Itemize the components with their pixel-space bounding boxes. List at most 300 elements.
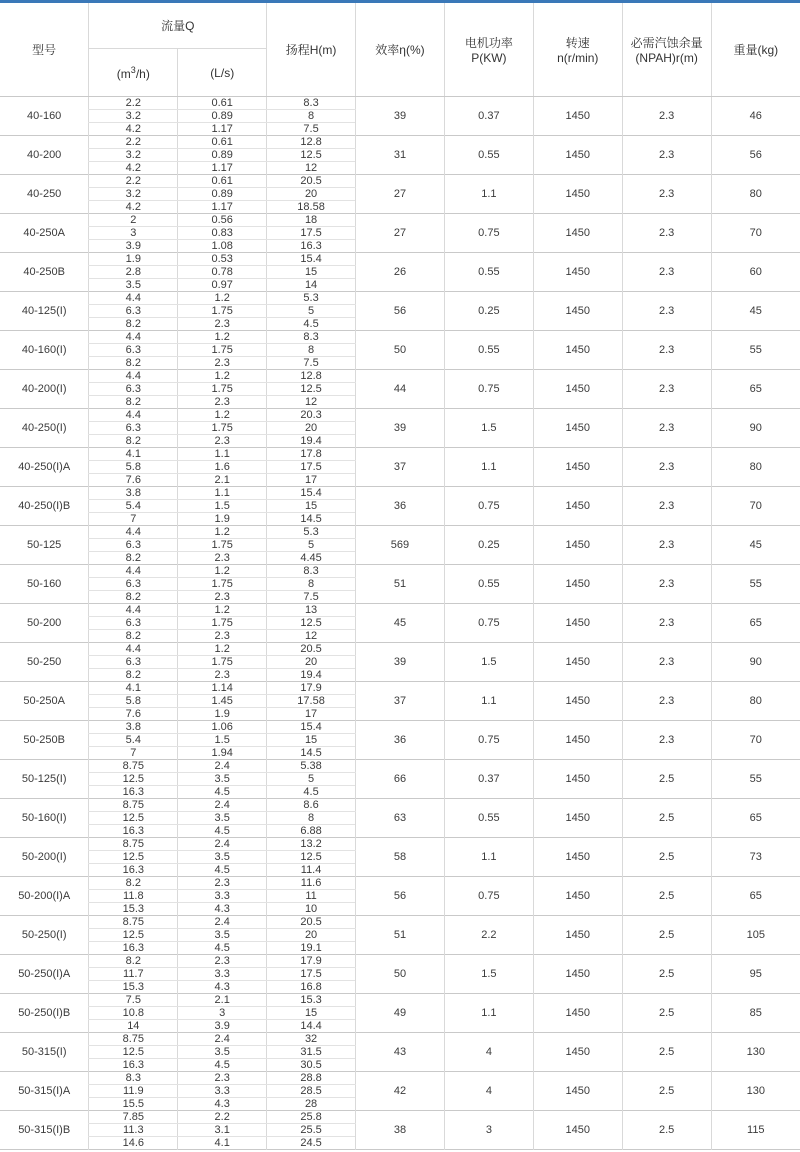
power-cell: 0.25	[444, 292, 533, 331]
speed-cell: 1450	[533, 565, 622, 604]
power-cell: 1.1	[444, 175, 533, 214]
npsh-cell: 2.3	[622, 604, 711, 643]
weight-cell: 73	[711, 838, 800, 877]
flow-m3h-cell: 8.2	[89, 669, 178, 682]
head-cell: 15.4	[267, 253, 356, 266]
table-row	[0, 370, 800, 383]
flow-ls-cell: 1.2	[178, 643, 267, 656]
flow-m3h-cell: 1.9	[89, 253, 178, 266]
flow-ls-cell: 4.5	[178, 864, 267, 877]
speed-cell: 1450	[533, 292, 622, 331]
model-cell: 40-250	[0, 175, 89, 214]
head-cell: 28.5	[267, 1085, 356, 1098]
flow-m3h-cell: 7.85	[89, 1111, 178, 1124]
flow-ls-cell: 1.6	[178, 461, 267, 474]
flow-m3h-cell: 10.8	[89, 1007, 178, 1020]
flow-ls-cell: 0.61	[178, 175, 267, 188]
flow-ls-cell: 0.83	[178, 227, 267, 240]
head-cell: 17.9	[267, 955, 356, 968]
head-cell: 5	[267, 773, 356, 786]
model-cell: 50-125	[0, 526, 89, 565]
head-cell: 25.5	[267, 1124, 356, 1137]
flow-ls-cell: 1.2	[178, 370, 267, 383]
efficiency-cell: 58	[356, 838, 445, 877]
header-flow-unit-ls: (L/s)	[178, 49, 267, 97]
weight-cell: 90	[711, 409, 800, 448]
flow-ls-cell: 1.75	[178, 656, 267, 669]
flow-m3h-cell: 12.5	[89, 1046, 178, 1059]
speed-cell: 1450	[533, 838, 622, 877]
head-cell: 12	[267, 162, 356, 175]
head-cell: 30.5	[267, 1059, 356, 1072]
head-cell: 8	[267, 344, 356, 357]
model-cell: 40-250(I)	[0, 409, 89, 448]
flow-ls-cell: 4.5	[178, 786, 267, 799]
flow-m3h-cell: 6.3	[89, 383, 178, 396]
flow-m3h-cell: 4.4	[89, 331, 178, 344]
table-row	[0, 721, 800, 734]
weight-cell: 90	[711, 643, 800, 682]
flow-ls-cell: 1.9	[178, 513, 267, 526]
head-cell: 14	[267, 279, 356, 292]
head-cell: 15.3	[267, 994, 356, 1007]
flow-ls-cell: 1.2	[178, 292, 267, 305]
weight-cell: 85	[711, 994, 800, 1033]
model-cell: 40-250(I)A	[0, 448, 89, 487]
head-cell: 18.58	[267, 201, 356, 214]
power-cell: 1.5	[444, 955, 533, 994]
flow-ls-cell: 2.2	[178, 1111, 267, 1124]
flow-ls-cell: 3	[178, 1007, 267, 1020]
model-cell: 40-200	[0, 136, 89, 175]
head-cell: 25.8	[267, 1111, 356, 1124]
head-cell: 19.1	[267, 942, 356, 955]
weight-cell: 45	[711, 292, 800, 331]
power-cell: 0.75	[444, 877, 533, 916]
flow-m3h-cell: 8.75	[89, 838, 178, 851]
flow-m3h-cell: 6.3	[89, 656, 178, 669]
model-cell: 50-250(I)A	[0, 955, 89, 994]
flow-unit-m3h-pre: (m	[116, 66, 131, 81]
flow-ls-cell: 1.17	[178, 162, 267, 175]
flow-m3h-cell: 8.75	[89, 760, 178, 773]
model-cell: 50-250(I)B	[0, 994, 89, 1033]
table-row	[0, 799, 800, 812]
flow-ls-cell: 1.75	[178, 617, 267, 630]
head-cell: 20.3	[267, 409, 356, 422]
head-cell: 5.3	[267, 292, 356, 305]
flow-m3h-cell: 2.2	[89, 175, 178, 188]
head-cell: 8.3	[267, 331, 356, 344]
npsh-cell: 2.3	[622, 526, 711, 565]
table-row	[0, 838, 800, 851]
header-npsh-line1: 必需汽蚀余量	[630, 36, 703, 50]
head-cell: 15	[267, 266, 356, 279]
efficiency-cell: 50	[356, 331, 445, 370]
head-cell: 17.5	[267, 968, 356, 981]
efficiency-cell: 31	[356, 136, 445, 175]
model-cell: 50-200(I)	[0, 838, 89, 877]
flow-m3h-cell: 3.2	[89, 188, 178, 201]
flow-ls-cell: 3.5	[178, 773, 267, 786]
speed-cell: 1450	[533, 253, 622, 292]
flow-ls-cell: 4.3	[178, 981, 267, 994]
header-speed-line1: 转速	[565, 36, 590, 50]
flow-m3h-cell: 15.5	[89, 1098, 178, 1111]
head-cell: 18	[267, 214, 356, 227]
head-cell: 19.4	[267, 669, 356, 682]
head-cell: 31.5	[267, 1046, 356, 1059]
efficiency-cell: 38	[356, 1111, 445, 1150]
flow-m3h-cell: 11.8	[89, 890, 178, 903]
flow-m3h-cell: 4.4	[89, 643, 178, 656]
power-cell: 0.75	[444, 604, 533, 643]
npsh-cell: 2.3	[622, 409, 711, 448]
flow-ls-cell: 0.78	[178, 266, 267, 279]
efficiency-cell: 56	[356, 292, 445, 331]
table-row	[0, 916, 800, 929]
head-cell: 7.5	[267, 123, 356, 136]
head-cell: 15	[267, 500, 356, 513]
npsh-cell: 2.5	[622, 916, 711, 955]
header-head: 扬程H(m)	[267, 3, 356, 97]
table-row	[0, 175, 800, 188]
head-cell: 28.8	[267, 1072, 356, 1085]
head-cell: 4.5	[267, 318, 356, 331]
flow-m3h-cell: 4.1	[89, 682, 178, 695]
flow-ls-cell: 2.3	[178, 669, 267, 682]
npsh-cell: 2.3	[622, 448, 711, 487]
npsh-cell: 2.5	[622, 1111, 711, 1150]
flow-ls-cell: 0.89	[178, 110, 267, 123]
model-cell: 50-125(I)	[0, 760, 89, 799]
flow-ls-cell: 2.3	[178, 357, 267, 370]
head-cell: 12.8	[267, 370, 356, 383]
head-cell: 20.5	[267, 643, 356, 656]
flow-ls-cell: 2.3	[178, 435, 267, 448]
flow-m3h-cell: 8.75	[89, 1033, 178, 1046]
head-cell: 17.58	[267, 695, 356, 708]
flow-m3h-cell: 8.2	[89, 877, 178, 890]
head-cell: 12.5	[267, 617, 356, 630]
header-efficiency: 效率η(%)	[356, 3, 445, 97]
flow-ls-cell: 4.5	[178, 825, 267, 838]
header-npsh-line2: (NPAH)r(m)	[635, 51, 698, 65]
flow-m3h-cell: 6.3	[89, 578, 178, 591]
npsh-cell: 2.3	[622, 136, 711, 175]
power-cell: 1.1	[444, 838, 533, 877]
efficiency-cell: 43	[356, 1033, 445, 1072]
table-row	[0, 682, 800, 695]
head-cell: 8.3	[267, 565, 356, 578]
flow-ls-cell: 1.14	[178, 682, 267, 695]
header-power	[444, 3, 533, 97]
npsh-cell: 2.5	[622, 799, 711, 838]
power-cell: 0.75	[444, 214, 533, 253]
flow-m3h-cell: 5.8	[89, 461, 178, 474]
npsh-cell: 2.5	[622, 994, 711, 1033]
efficiency-cell: 49	[356, 994, 445, 1033]
power-cell: 1.1	[444, 682, 533, 721]
weight-cell: 130	[711, 1033, 800, 1072]
flow-ls-cell: 1.2	[178, 526, 267, 539]
efficiency-cell: 36	[356, 721, 445, 760]
head-cell: 17.5	[267, 461, 356, 474]
efficiency-cell: 569	[356, 526, 445, 565]
table-body	[0, 97, 800, 1150]
speed-cell: 1450	[533, 1072, 622, 1111]
npsh-cell: 2.5	[622, 877, 711, 916]
flow-m3h-cell: 4.2	[89, 123, 178, 136]
head-cell: 6.88	[267, 825, 356, 838]
head-cell: 20.5	[267, 175, 356, 188]
speed-cell: 1450	[533, 955, 622, 994]
model-cell: 50-160	[0, 565, 89, 604]
efficiency-cell: 26	[356, 253, 445, 292]
power-cell: 0.75	[444, 721, 533, 760]
flow-ls-cell: 2.4	[178, 1033, 267, 1046]
npsh-cell: 2.5	[622, 955, 711, 994]
flow-ls-cell: 4.5	[178, 942, 267, 955]
flow-m3h-cell: 8.2	[89, 396, 178, 409]
model-cell: 50-315(I)A	[0, 1072, 89, 1111]
head-cell: 12	[267, 396, 356, 409]
flow-m3h-cell: 8.2	[89, 552, 178, 565]
model-cell: 40-200(I)	[0, 370, 89, 409]
flow-ls-cell: 2.3	[178, 591, 267, 604]
flow-m3h-cell: 3	[89, 227, 178, 240]
weight-cell: 70	[711, 214, 800, 253]
flow-ls-cell: 2.4	[178, 838, 267, 851]
flow-ls-cell: 2.3	[178, 1072, 267, 1085]
flow-m3h-cell: 15.3	[89, 981, 178, 994]
head-cell: 12	[267, 630, 356, 643]
flow-m3h-cell: 3.2	[89, 149, 178, 162]
efficiency-cell: 39	[356, 409, 445, 448]
npsh-cell: 2.5	[622, 760, 711, 799]
efficiency-cell: 36	[356, 487, 445, 526]
header-speed	[533, 3, 622, 97]
flow-ls-cell: 3.9	[178, 1020, 267, 1033]
head-cell: 8	[267, 110, 356, 123]
speed-cell: 1450	[533, 604, 622, 643]
flow-m3h-cell: 2.2	[89, 136, 178, 149]
npsh-cell: 2.3	[622, 253, 711, 292]
flow-m3h-cell: 8.2	[89, 630, 178, 643]
speed-cell: 1450	[533, 682, 622, 721]
weight-cell: 80	[711, 448, 800, 487]
head-cell: 5	[267, 305, 356, 318]
flow-m3h-cell: 6.3	[89, 305, 178, 318]
flow-m3h-cell: 16.3	[89, 825, 178, 838]
efficiency-cell: 39	[356, 643, 445, 682]
model-cell: 50-160(I)	[0, 799, 89, 838]
power-cell: 4	[444, 1072, 533, 1111]
weight-cell: 55	[711, 760, 800, 799]
head-cell: 20.5	[267, 916, 356, 929]
power-cell: 3	[444, 1111, 533, 1150]
model-cell: 40-250A	[0, 214, 89, 253]
power-cell: 0.37	[444, 97, 533, 136]
flow-m3h-cell: 8.2	[89, 435, 178, 448]
flow-ls-cell: 1.1	[178, 448, 267, 461]
npsh-cell: 2.3	[622, 292, 711, 331]
flow-m3h-cell: 4.2	[89, 162, 178, 175]
flow-ls-cell: 3.5	[178, 812, 267, 825]
flow-ls-cell: 1.2	[178, 565, 267, 578]
table-row	[0, 526, 800, 539]
flow-m3h-cell: 11.7	[89, 968, 178, 981]
head-cell: 17.8	[267, 448, 356, 461]
npsh-cell: 2.3	[622, 721, 711, 760]
flow-ls-cell: 4.3	[178, 1098, 267, 1111]
flow-m3h-cell: 8.75	[89, 916, 178, 929]
speed-cell: 1450	[533, 994, 622, 1033]
efficiency-cell: 37	[356, 682, 445, 721]
head-cell: 10	[267, 903, 356, 916]
flow-ls-cell: 3.5	[178, 1046, 267, 1059]
table-row	[0, 97, 800, 110]
head-cell: 15.4	[267, 487, 356, 500]
head-cell: 20	[267, 422, 356, 435]
head-cell: 11	[267, 890, 356, 903]
flow-ls-cell: 2.4	[178, 916, 267, 929]
power-cell: 1.5	[444, 643, 533, 682]
weight-cell: 70	[711, 721, 800, 760]
head-cell: 24.5	[267, 1137, 356, 1150]
weight-cell: 130	[711, 1072, 800, 1111]
flow-ls-cell: 0.89	[178, 188, 267, 201]
power-cell: 1.5	[444, 409, 533, 448]
head-cell: 12.5	[267, 149, 356, 162]
head-cell: 4.5	[267, 786, 356, 799]
header-power-line2: P(KW)	[471, 51, 507, 65]
head-cell: 11.6	[267, 877, 356, 890]
power-cell: 1.1	[444, 994, 533, 1033]
flow-ls-cell: 2.4	[178, 799, 267, 812]
weight-cell: 65	[711, 604, 800, 643]
power-cell: 0.75	[444, 370, 533, 409]
head-cell: 17	[267, 474, 356, 487]
flow-m3h-cell: 15.3	[89, 903, 178, 916]
npsh-cell: 2.5	[622, 1033, 711, 1072]
head-cell: 14.4	[267, 1020, 356, 1033]
model-cell: 50-200	[0, 604, 89, 643]
flow-m3h-cell: 4.4	[89, 526, 178, 539]
head-cell: 13	[267, 604, 356, 617]
npsh-cell: 2.3	[622, 97, 711, 136]
flow-ls-cell: 3.3	[178, 1085, 267, 1098]
head-cell: 14.5	[267, 747, 356, 760]
flow-ls-cell: 1.5	[178, 500, 267, 513]
table-row	[0, 1033, 800, 1046]
table-row	[0, 487, 800, 500]
head-cell: 19.4	[267, 435, 356, 448]
flow-m3h-cell: 4.4	[89, 604, 178, 617]
npsh-cell: 2.3	[622, 331, 711, 370]
efficiency-cell: 63	[356, 799, 445, 838]
flow-unit-m3h-sup: 3	[130, 64, 136, 75]
flow-m3h-cell: 8.3	[89, 1072, 178, 1085]
power-cell: 0.55	[444, 799, 533, 838]
flow-ls-cell: 0.56	[178, 214, 267, 227]
efficiency-cell: 27	[356, 175, 445, 214]
speed-cell: 1450	[533, 643, 622, 682]
efficiency-cell: 39	[356, 97, 445, 136]
flow-m3h-cell: 12.5	[89, 773, 178, 786]
flow-m3h-cell: 14.6	[89, 1137, 178, 1150]
flow-m3h-cell: 4.4	[89, 409, 178, 422]
flow-ls-cell: 0.61	[178, 97, 267, 110]
head-cell: 20	[267, 656, 356, 669]
power-cell: 0.55	[444, 136, 533, 175]
model-cell: 40-250B	[0, 253, 89, 292]
power-cell: 0.55	[444, 565, 533, 604]
npsh-cell: 2.3	[622, 682, 711, 721]
flow-ls-cell: 2.1	[178, 994, 267, 1007]
table-row	[0, 1072, 800, 1085]
flow-m3h-cell: 12.5	[89, 851, 178, 864]
flow-m3h-cell: 12.5	[89, 929, 178, 942]
model-cell: 50-315(I)	[0, 1033, 89, 1072]
flow-ls-cell: 0.61	[178, 136, 267, 149]
model-cell: 50-250B	[0, 721, 89, 760]
flow-ls-cell: 2.4	[178, 760, 267, 773]
flow-ls-cell: 3.1	[178, 1124, 267, 1137]
head-cell: 20	[267, 929, 356, 942]
speed-cell: 1450	[533, 1111, 622, 1150]
flow-m3h-cell: 4.4	[89, 370, 178, 383]
flow-ls-cell: 2.3	[178, 877, 267, 890]
flow-unit-m3h-post: /h)	[135, 66, 150, 81]
efficiency-cell: 66	[356, 760, 445, 799]
efficiency-cell: 51	[356, 565, 445, 604]
table-row	[0, 136, 800, 149]
flow-m3h-cell: 8.2	[89, 591, 178, 604]
flow-m3h-cell: 7.5	[89, 994, 178, 1007]
header-model: 型号	[0, 3, 89, 97]
speed-cell: 1450	[533, 175, 622, 214]
head-cell: 16.8	[267, 981, 356, 994]
flow-ls-cell: 1.75	[178, 422, 267, 435]
flow-ls-cell: 1.75	[178, 578, 267, 591]
head-cell: 12.5	[267, 383, 356, 396]
power-cell: 0.25	[444, 526, 533, 565]
flow-m3h-cell: 16.3	[89, 786, 178, 799]
weight-cell: 80	[711, 682, 800, 721]
head-cell: 8	[267, 812, 356, 825]
model-cell: 40-160(I)	[0, 331, 89, 370]
flow-ls-cell: 4.1	[178, 1137, 267, 1150]
weight-cell: 95	[711, 955, 800, 994]
speed-cell: 1450	[533, 370, 622, 409]
speed-cell: 1450	[533, 526, 622, 565]
flow-m3h-cell: 6.3	[89, 422, 178, 435]
table-row	[0, 214, 800, 227]
flow-ls-cell: 1.2	[178, 331, 267, 344]
head-cell: 11.4	[267, 864, 356, 877]
table-row	[0, 877, 800, 890]
speed-cell: 1450	[533, 97, 622, 136]
header-flow-unit-m3h	[89, 49, 178, 97]
head-cell: 28	[267, 1098, 356, 1111]
flow-m3h-cell: 4.4	[89, 292, 178, 305]
flow-ls-cell: 1.06	[178, 721, 267, 734]
flow-ls-cell: 4.3	[178, 903, 267, 916]
header-row-1	[0, 3, 800, 49]
npsh-cell: 2.3	[622, 643, 711, 682]
flow-m3h-cell: 3.9	[89, 240, 178, 253]
